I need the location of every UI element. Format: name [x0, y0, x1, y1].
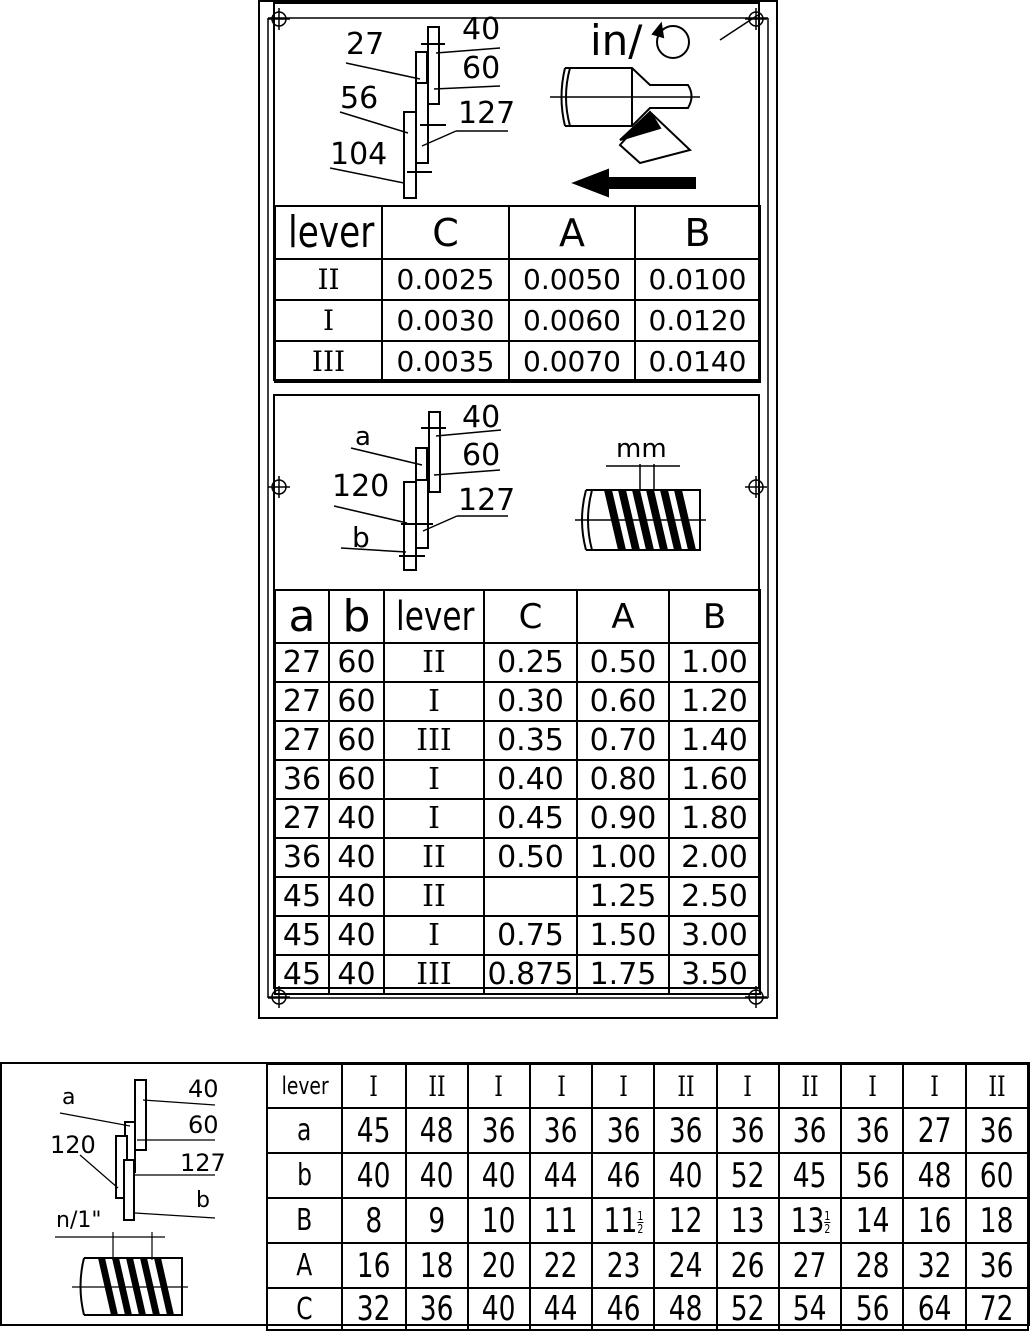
value-cell: 36 [717, 1108, 779, 1153]
value-cell: 45 [275, 955, 329, 994]
value-cell: 60 [329, 643, 384, 682]
table-row [275, 760, 760, 799]
value-cell: 60 [329, 721, 384, 760]
table-row [267, 1153, 1028, 1198]
value-cell: 27 [779, 1243, 841, 1288]
lever-cell: I [384, 799, 484, 838]
value-cell: 44 [530, 1153, 592, 1198]
value-cell: 40 [329, 838, 384, 877]
lever-cell: II [966, 1064, 1028, 1108]
lever-cell: III [275, 341, 382, 382]
table-row [267, 1288, 1028, 1330]
value-cell: 36 [654, 1108, 716, 1153]
value-cell: 18 [966, 1198, 1028, 1243]
inch-table-body [267, 1064, 1028, 1330]
value-cell: 0.0120 [635, 300, 760, 341]
value-cell: 40 [468, 1153, 530, 1198]
lever-cell: I [530, 1064, 592, 1108]
value-cell [592, 1198, 654, 1243]
value-cell: 60 [966, 1153, 1028, 1198]
value-cell: 56 [841, 1153, 903, 1198]
feed-unit-label: in/ [590, 16, 643, 65]
value-cell: 1.25 [577, 877, 669, 916]
value-cell: 0.50 [577, 643, 669, 682]
value-cell: 36 [841, 1108, 903, 1153]
value-cell: 40 [406, 1153, 468, 1198]
value-cell: 0.0140 [635, 341, 760, 382]
value-cell: 40 [329, 955, 384, 994]
value-cell: 32 [903, 1243, 965, 1288]
value-cell: 9 [406, 1198, 468, 1243]
lever-cell: II [384, 877, 484, 916]
value-cell: 56 [841, 1288, 903, 1330]
value-cell: 48 [903, 1153, 965, 1198]
value-cell: 16 [342, 1243, 405, 1288]
lever-cell: II [384, 838, 484, 877]
lever-cell: III [384, 955, 484, 994]
col-header-a: a [275, 590, 329, 643]
row-header-c: C [267, 1288, 342, 1330]
table-row [275, 838, 760, 877]
value-cell: 3.00 [669, 916, 760, 955]
value-cell: 24 [654, 1243, 716, 1288]
feed-rate-table [274, 205, 761, 383]
table-row [275, 799, 760, 838]
value-cell: 36 [966, 1243, 1028, 1288]
value-cell: 40 [654, 1153, 716, 1198]
col-header-c: C [484, 590, 577, 643]
gear-label-40: 40 [462, 400, 501, 435]
lever-cell: I [384, 916, 484, 955]
value-cell: 20 [468, 1243, 530, 1288]
gear-label-56: 56 [340, 81, 379, 116]
value-cell: 40 [468, 1288, 530, 1330]
table-row [275, 300, 760, 341]
value-cell: 48 [654, 1288, 716, 1330]
row-header-b: B [267, 1198, 342, 1243]
value-cell: 3.50 [669, 955, 760, 994]
lever-cell: II [384, 643, 484, 682]
table-row [275, 721, 760, 760]
row-header-a: A [267, 1243, 342, 1288]
gear-label-40: 40 [462, 12, 501, 47]
metric-thread-table [274, 589, 761, 995]
value-cell: 36 [779, 1108, 841, 1153]
lever-cell: I [592, 1064, 654, 1108]
value-cell: 0.50 [484, 838, 577, 877]
value-cell: 52 [717, 1153, 779, 1198]
table-row [275, 916, 760, 955]
value-cell: 48 [406, 1108, 468, 1153]
value-cell: 0.0035 [382, 341, 509, 382]
lever-cell: II [275, 259, 382, 300]
value-cell: 0.30 [484, 682, 577, 721]
gear-label-104: 104 [330, 137, 388, 172]
col-header-c: C [382, 206, 509, 259]
gear-label-a: a [355, 422, 371, 452]
gear-label-120: 120 [332, 469, 390, 504]
value-cell: 0.80 [577, 760, 669, 799]
table-row [275, 259, 760, 300]
table-row [275, 955, 760, 994]
col-header-b: B [635, 206, 760, 259]
value-cell: 1.20 [669, 682, 760, 721]
row-header-b: b [267, 1153, 342, 1198]
gear-label-127: 127 [458, 483, 516, 518]
col-header-b2: B [669, 590, 760, 643]
table-row [267, 1064, 1028, 1108]
value-cell: 72 [966, 1288, 1028, 1330]
value-cell: 45 [275, 916, 329, 955]
lever-cell: I [717, 1064, 779, 1108]
value-cell: 0.45 [484, 799, 577, 838]
lever-cell: I [384, 682, 484, 721]
value-cell: 40 [342, 1153, 405, 1198]
value-cell: 8 [342, 1198, 405, 1243]
value-cell: 36 [275, 760, 329, 799]
value-cell: 0.75 [484, 916, 577, 955]
lever-cell: I [841, 1064, 903, 1108]
lever-cell: II [654, 1064, 716, 1108]
table-row [267, 1198, 1028, 1243]
row-header-a: a [267, 1108, 342, 1153]
lever-cell: III [384, 721, 484, 760]
value-cell: 14 [841, 1198, 903, 1243]
value-cell: 0.0025 [382, 259, 509, 300]
lever-cell: I [903, 1064, 965, 1108]
lever-cell: I [342, 1064, 405, 1108]
value-cell: 2.00 [669, 838, 760, 877]
value-cell: 54 [779, 1288, 841, 1330]
table-row [275, 682, 760, 721]
value-cell: 45 [779, 1153, 841, 1198]
value-cell: 36 [468, 1108, 530, 1153]
value-cell: 27 [275, 799, 329, 838]
gear-label-120: 120 [50, 1131, 96, 1159]
col-header-lever: lever [384, 590, 484, 643]
value-cell: 60 [329, 760, 384, 799]
value-cell: 45 [342, 1108, 405, 1153]
value-cell: 16 [903, 1198, 965, 1243]
value-cell: 18 [406, 1243, 468, 1288]
value-cell: 44 [530, 1288, 592, 1330]
lever-cell: I [275, 300, 382, 341]
value-cell: 36 [406, 1288, 468, 1330]
gear-label-b: b [352, 521, 370, 554]
table-row [275, 877, 760, 916]
lever-cell: II [406, 1064, 468, 1108]
value-cell: 1.00 [669, 643, 760, 682]
value-cell: 10 [468, 1198, 530, 1243]
lever-cell: I [384, 760, 484, 799]
gear-label-60: 60 [462, 51, 501, 86]
col-header-a: A [509, 206, 635, 259]
value-cell: 23 [592, 1243, 654, 1288]
value-cell: 36 [530, 1108, 592, 1153]
value-cell: 26 [717, 1243, 779, 1288]
col-header-lever: lever [275, 206, 382, 259]
value-cell: 11 [530, 1198, 592, 1243]
value-cell: 60 [329, 682, 384, 721]
value-cell: 1.75 [577, 955, 669, 994]
gear-label-27: 27 [346, 27, 385, 62]
gear-label-a: a [62, 1085, 76, 1110]
value-cell: 45 [275, 877, 329, 916]
thread-diagram-inch [55, 1232, 188, 1315]
value-cell: 0.40 [484, 760, 577, 799]
value-cell: 36 [275, 838, 329, 877]
value-cell: 1.50 [577, 916, 669, 955]
value-cell: 27 [275, 682, 329, 721]
value-cell: 1.80 [669, 799, 760, 838]
inch-thread-table [266, 1063, 1029, 1331]
value-cell: 36 [592, 1108, 654, 1153]
table-row [275, 643, 760, 682]
gear-label-40: 40 [188, 1075, 219, 1103]
gear-label-127: 127 [180, 1149, 226, 1177]
value-cell: 22 [530, 1243, 592, 1288]
value-cell: 13 [717, 1198, 779, 1243]
value-cell: 0.0030 [382, 300, 509, 341]
value-cell: 27 [275, 643, 329, 682]
value-cell: 1.40 [669, 721, 760, 760]
gear-label-127: 127 [458, 96, 516, 131]
row-header-lever: lever [267, 1064, 342, 1108]
value-cell: 0.70 [577, 721, 669, 760]
value-cell: 0.0100 [635, 259, 760, 300]
value-cell: 36 [966, 1108, 1028, 1153]
value-cell: 0.0060 [509, 300, 635, 341]
gear-label-b: b [196, 1188, 210, 1213]
metric-table-header-row [275, 590, 760, 643]
revolution-icon [653, 15, 758, 58]
value-cell: 0.0070 [509, 341, 635, 382]
value-cell: 46 [592, 1153, 654, 1198]
thread-diagram-metric [575, 464, 706, 550]
value-cell [484, 877, 577, 916]
col-header-a2: A [577, 590, 669, 643]
value-cell: 40 [329, 877, 384, 916]
value-cell: 1.00 [577, 838, 669, 877]
value-cell: 1.60 [669, 760, 760, 799]
value-cell: 52 [717, 1288, 779, 1330]
col-header-b: b [329, 590, 384, 643]
value-cell: 27 [275, 721, 329, 760]
value-cell: 12 [654, 1198, 716, 1243]
metric-unit-label: mm [616, 434, 667, 464]
table-row [267, 1108, 1028, 1153]
mixed-fraction: 11 $\frac{1}{2}$ [603, 1200, 644, 1241]
gear-label-60: 60 [188, 1111, 219, 1139]
inch-unit-label: n/1" [56, 1208, 102, 1233]
value-cell: 0.25 [484, 643, 577, 682]
value-cell: 46 [592, 1288, 654, 1330]
value-cell: 0.90 [577, 799, 669, 838]
lever-cell: II [779, 1064, 841, 1108]
value-cell: 64 [903, 1288, 965, 1330]
mixed-fraction: 13 $\frac{1}{2}$ [790, 1200, 830, 1241]
metric-table-body [275, 643, 760, 994]
value-cell: 28 [841, 1243, 903, 1288]
value-cell: 40 [329, 916, 384, 955]
value-cell: 0.875 [484, 955, 577, 994]
feed-table-header-row [275, 206, 760, 259]
value-cell: 0.0050 [509, 259, 635, 300]
value-cell [779, 1198, 841, 1243]
value-cell: 2.50 [669, 877, 760, 916]
table-row [267, 1243, 1028, 1288]
value-cell: 40 [329, 799, 384, 838]
lever-cell: I [468, 1064, 530, 1108]
gear-train-diagram-3 [116, 1080, 146, 1220]
value-cell: 32 [342, 1288, 405, 1330]
turning-diagram [550, 68, 700, 196]
gear-label-60: 60 [462, 438, 501, 473]
value-cell: 0.60 [577, 682, 669, 721]
value-cell: 27 [903, 1108, 965, 1153]
table-row [275, 341, 760, 382]
value-cell: 0.35 [484, 721, 577, 760]
